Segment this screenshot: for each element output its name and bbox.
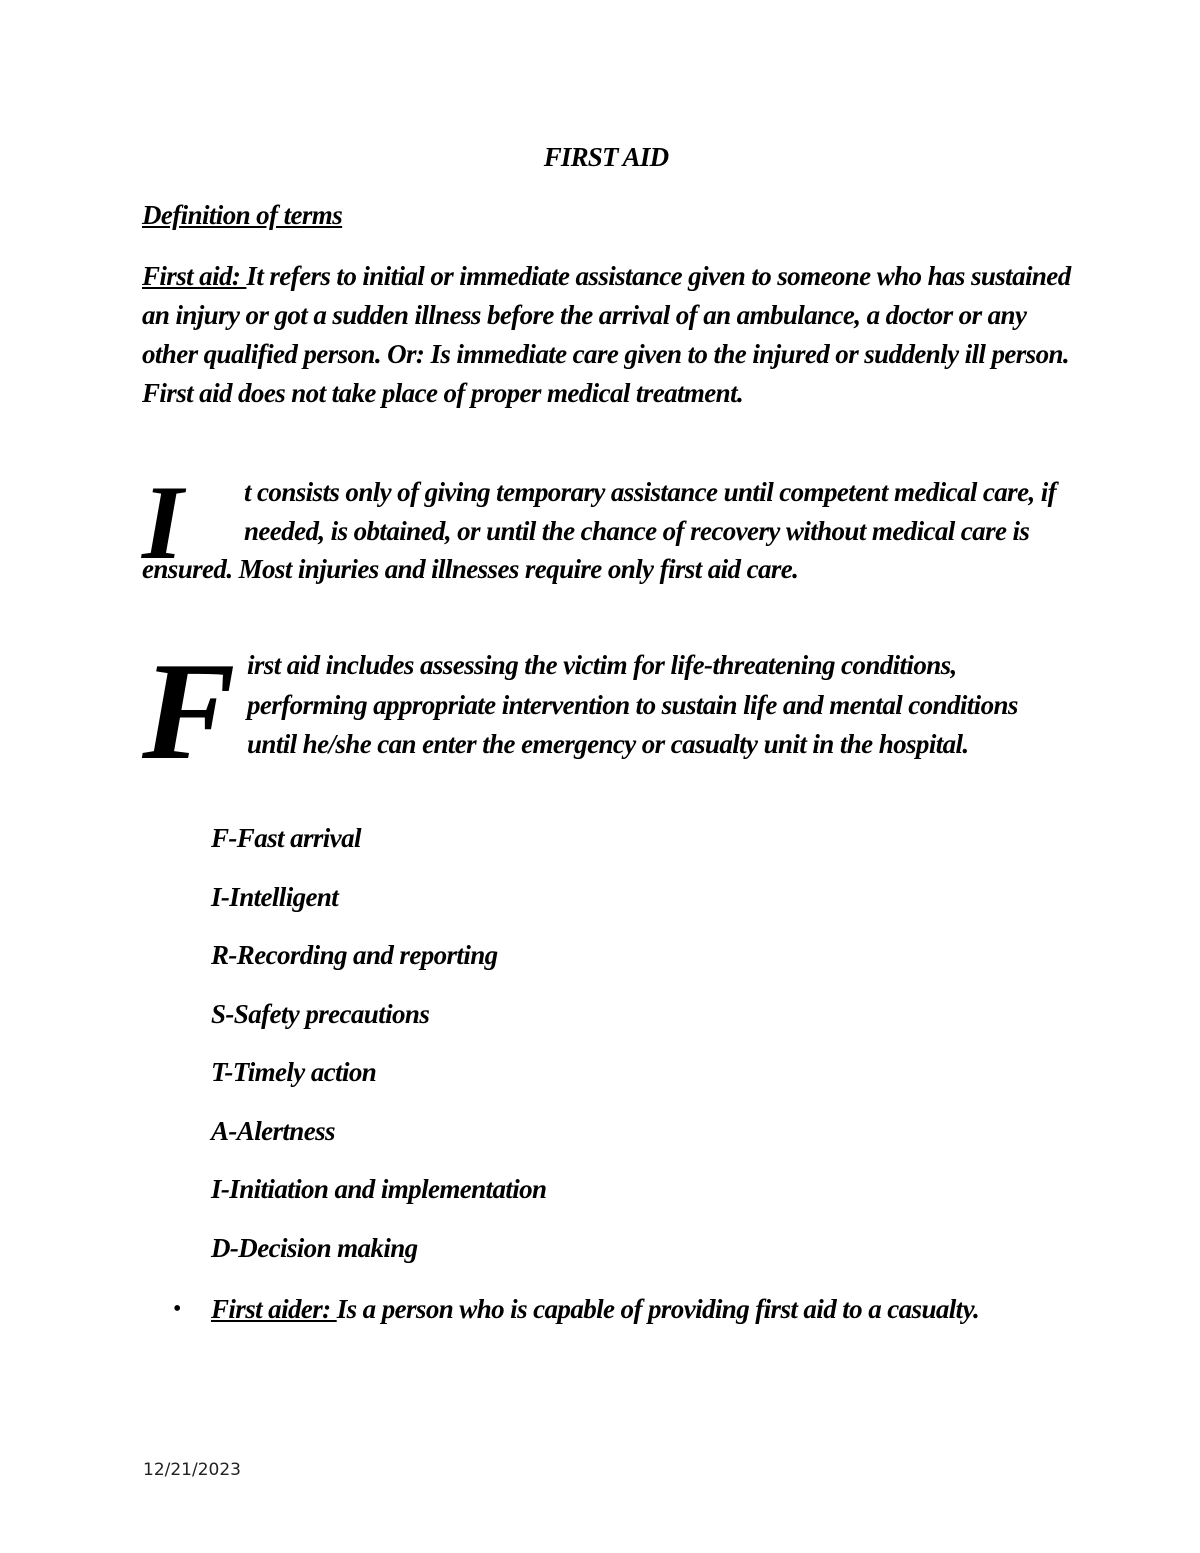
bullet-icon: • (173, 1296, 181, 1322)
section-heading: Definition of terms (142, 200, 343, 230)
first-aid-definition-paragraph (142, 257, 1072, 413)
first-aid-definition-text: It refers to initial or immediate assistance given to someone who has sustained an injury or got a sudden illness before the arrival of an ambulance, a doctor or any other qualified person. Or: Is immediate care given to the injured or suddenly ill person. First aid does not take place of proper medical treatment. (142, 261, 1071, 408)
footer-date: 12/21/2023 (143, 1460, 241, 1480)
first-aider-term: First aider: (211, 1294, 337, 1324)
drop-cap-letter: I (142, 464, 183, 581)
acronym-item: R-Recording and reporting (211, 940, 498, 970)
includes-text: irst aid includes assessing the victim for life-threatening conditions, performing appropriate intervention to sustain life and mental conditions until he/she can enter the emergency or casualty unit in the hospital. (247, 650, 1018, 759)
document-title: FIRST AID (543, 142, 669, 172)
consists-text: t consists only of giving temporary assistance until competent medical care, if needed, is obtained, or until the chance of recovery without medical care is ensured. Most injuries and illnesses require only first aid care. (142, 477, 1057, 584)
acronym-item: A-Alertness (211, 1115, 335, 1146)
first-aider-bullet (173, 1290, 1071, 1329)
acronym-item: T-Timely action (211, 1057, 377, 1087)
consists-paragraph (142, 464, 1072, 589)
first-aid-acronym-list (211, 820, 546, 1288)
acronym-item: F-Fast arrival (211, 823, 361, 853)
includes-paragraph (142, 634, 1072, 789)
acronym-item: I-Intelligent (211, 881, 339, 912)
acronym-item: D-Decision making (211, 1232, 418, 1263)
acronym-item: I-Initiation and implementation (211, 1174, 547, 1204)
first-aider-definition-text: Is a person who is capable of providing first aid to a casualty. (336, 1294, 980, 1324)
acronym-item: S-Safety precautions (211, 998, 430, 1029)
drop-cap-letter: F (142, 634, 235, 789)
first-aid-term: First aid: (142, 261, 247, 291)
